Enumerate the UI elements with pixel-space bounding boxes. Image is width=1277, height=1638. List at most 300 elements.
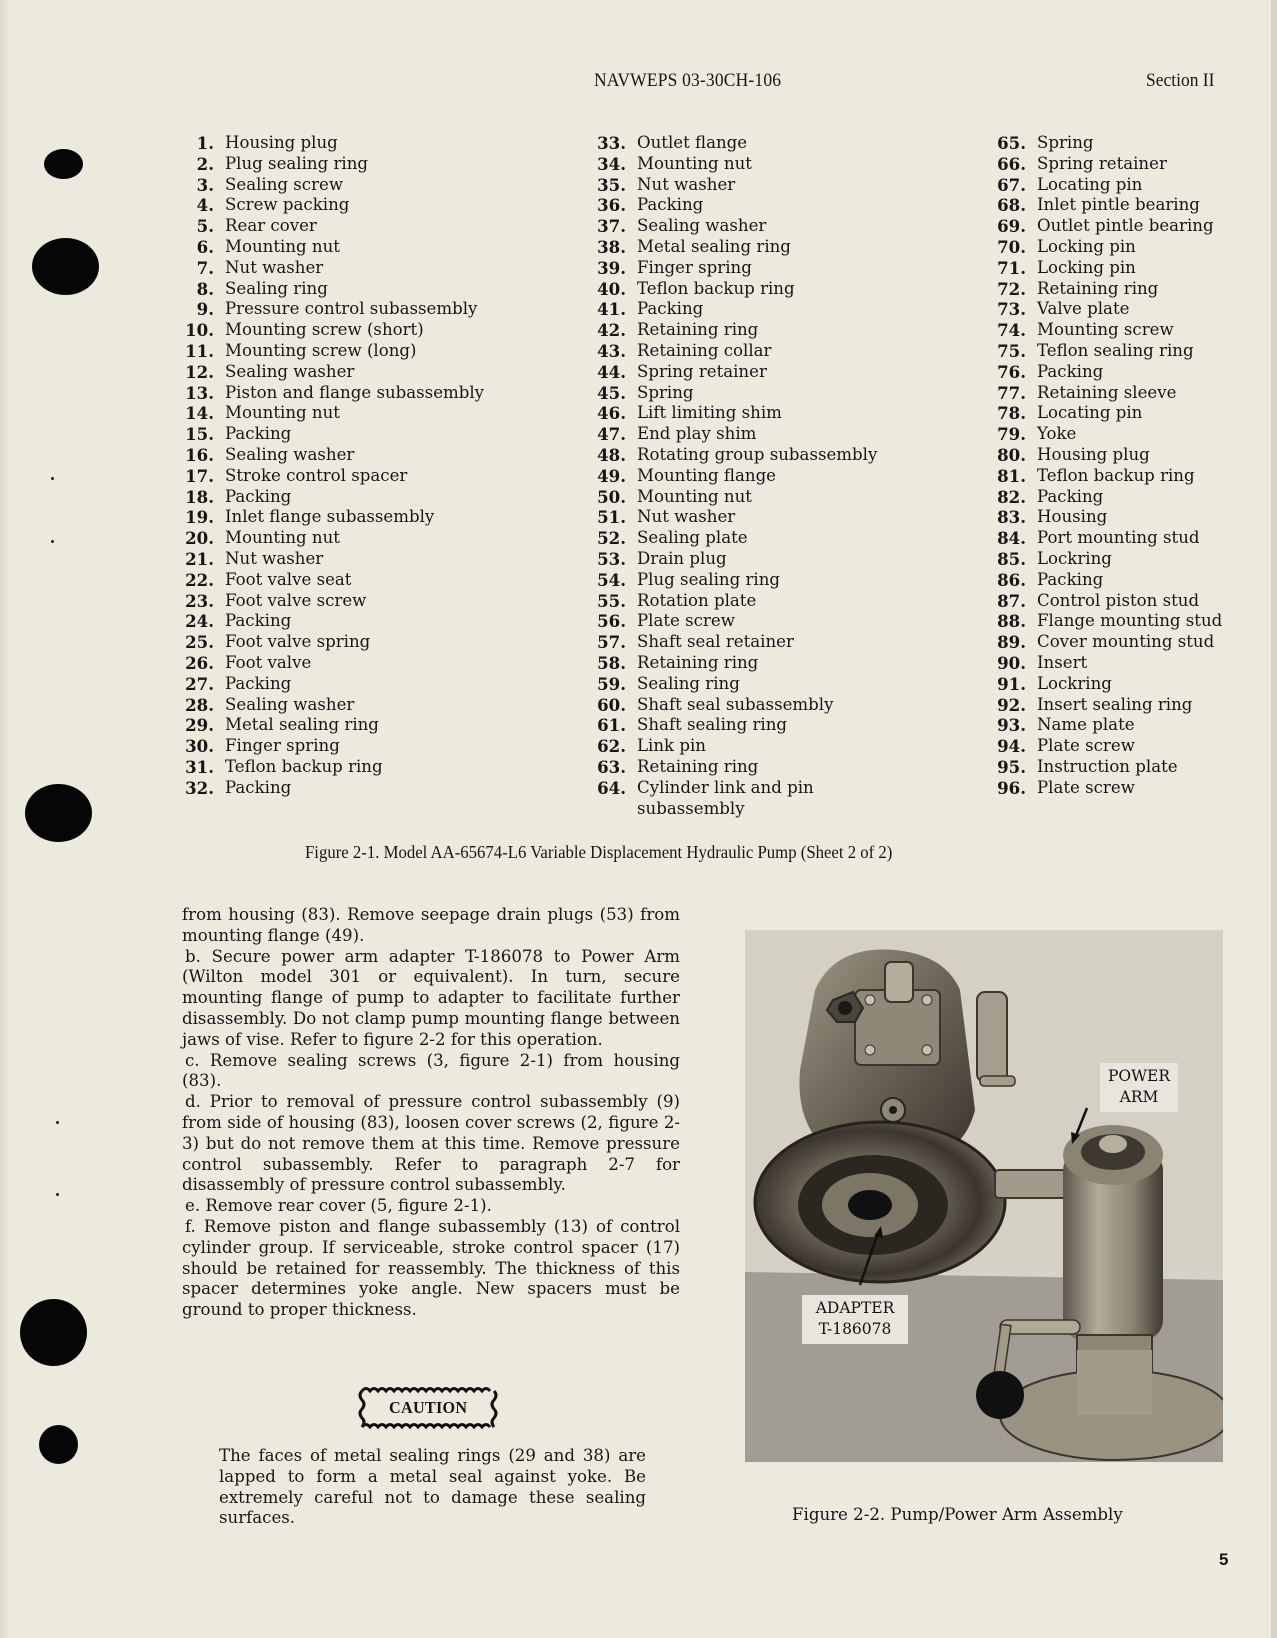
legend-item-number: 27. (185, 673, 214, 694)
legend-item-label: Cover mounting stud (1037, 632, 1215, 652)
legend-item-number: 64. (597, 777, 626, 798)
legend-item (178, 216, 484, 237)
legend-item-label: Outlet pintle bearing (1037, 216, 1214, 236)
legend-item (590, 674, 877, 695)
legend-item-label: Mounting nut (225, 528, 340, 548)
legend-item (590, 258, 877, 279)
legend-item-number: 33. (597, 133, 626, 153)
caution-label: CAUTION (388, 1398, 468, 1417)
parts-legend-column-1 (178, 133, 484, 799)
legend-item (990, 175, 1222, 196)
legend-item (178, 424, 484, 445)
legend-item-number: 74. (997, 320, 1026, 341)
legend-item-label: Locating pin (1037, 174, 1143, 194)
legend-item-label: Packing (225, 486, 292, 506)
legend-item (178, 362, 484, 383)
legend-item (590, 195, 877, 216)
step-f: f. Remove piston and flange subassembly (13) of control cylinder group. If serviceable, stroke control spacer (17) should be retained for reassembly. The thickness of this spacer determines yoke angle. New spacers must be ground to proper thickness. (182, 1216, 680, 1320)
legend-item-label: Lockring (1037, 548, 1112, 568)
legend-item-label: Link pin (637, 736, 706, 756)
legend-item-label: Spring retainer (637, 361, 767, 381)
legend-item-label: Retaining ring (637, 652, 759, 672)
legend-item-label: Locking pin (1037, 236, 1136, 256)
binder-mark-icon (56, 1121, 59, 1124)
legend-item-number: 93. (997, 715, 1026, 736)
legend-item-label: Shaft seal subassembly (637, 694, 834, 714)
legend-item-label: Housing plug (225, 133, 338, 152)
section-label: Section II (1146, 70, 1215, 91)
legend-item-number: 24. (185, 611, 214, 632)
binder-mark-icon (51, 540, 54, 543)
legend-item-number: 71. (997, 257, 1026, 278)
legend-item-label: Packing (1037, 361, 1104, 381)
callout-adapter (802, 1295, 908, 1344)
legend-item (178, 591, 484, 612)
legend-item-label: Inlet pintle bearing (1037, 195, 1200, 215)
legend-item-number: 6. (196, 236, 214, 257)
legend-item-number: 89. (997, 632, 1026, 653)
legend-item-number: 11. (185, 340, 214, 361)
legend-item (990, 715, 1222, 736)
legend-item-number: 75. (997, 340, 1026, 361)
binder-hole-icon (20, 1299, 87, 1366)
legend-item (590, 133, 877, 154)
legend-item (178, 237, 484, 258)
legend-item-number: 59. (597, 673, 626, 694)
legend-item (990, 424, 1222, 445)
legend-item-label: Teflon backup ring (637, 278, 795, 298)
legend-item-label: Sealing washer (637, 216, 767, 236)
legend-item (990, 570, 1222, 591)
legend-item (178, 570, 484, 591)
legend-item-label: Retaining sleeve (1037, 382, 1177, 402)
legend-item-label: Insert sealing ring (1037, 694, 1193, 714)
legend-item (590, 299, 877, 320)
legend-item-number: 61. (597, 715, 626, 736)
legend-item-label: Sealing ring (225, 278, 328, 298)
legend-item-label: Cylinder link and pin subassembly (637, 777, 814, 818)
legend-item-label: Shaft sealing ring (637, 715, 788, 735)
legend-item-number: 87. (997, 590, 1026, 611)
legend-item-number: 78. (997, 403, 1026, 424)
legend-item (990, 195, 1222, 216)
binder-hole-icon (32, 238, 99, 295)
legend-item (990, 445, 1222, 466)
legend-item-number: 19. (185, 507, 214, 528)
disassembly-instructions (182, 905, 680, 1321)
legend-item-label: Mounting screw (1037, 320, 1174, 340)
legend-item-label: Plate screw (1037, 736, 1135, 756)
legend-item-label: Stroke control spacer (225, 465, 408, 485)
legend-item-label: Teflon backup ring (1037, 465, 1195, 485)
page-right-edge (1271, 0, 1277, 1638)
legend-item (990, 487, 1222, 508)
legend-item (990, 341, 1222, 362)
legend-item-number: 81. (997, 465, 1026, 486)
legend-item (590, 549, 877, 570)
legend-item (590, 736, 877, 757)
legend-item-number: 40. (597, 278, 626, 299)
caution-text: The faces of metal sealing rings (29 and 38) are lapped to form a metal seal against yoke. Be extremely careful not to damage these sealing surfaces. (219, 1446, 646, 1528)
legend-item (178, 341, 484, 362)
legend-item-label: Locking pin (1037, 257, 1136, 277)
legend-item-number: 90. (997, 652, 1026, 673)
legend-item (590, 528, 877, 549)
legend-item-number: 65. (997, 133, 1026, 153)
binder-hole-icon (44, 149, 83, 179)
legend-item-label: End play shim (637, 424, 757, 444)
legend-item (178, 528, 484, 549)
legend-item (590, 362, 877, 383)
legend-item (990, 736, 1222, 757)
legend-item-label: Foot valve screw (225, 590, 367, 610)
legend-item-number: 85. (997, 548, 1026, 569)
legend-item (590, 466, 877, 487)
legend-item-label: Flange mounting stud (1037, 611, 1223, 631)
legend-item-label: Nut washer (225, 257, 324, 277)
legend-item-number: 26. (185, 652, 214, 673)
legend-item-label: Plate screw (637, 611, 735, 631)
legend-item-number: 60. (597, 694, 626, 715)
legend-item-number: 30. (185, 736, 214, 757)
legend-item (178, 778, 484, 799)
legend-item-label: Spring (1037, 133, 1094, 152)
legend-item (178, 320, 484, 341)
legend-item-number: 21. (185, 548, 214, 569)
legend-item-number: 77. (997, 382, 1026, 403)
legend-item-label: Sealing washer (225, 694, 355, 714)
pump-assembly-illustration (745, 930, 1223, 1462)
legend-item-number: 52. (597, 528, 626, 549)
legend-item-label: Control piston stud (1037, 590, 1200, 610)
legend-item-number: 67. (997, 174, 1026, 195)
legend-item-number: 49. (597, 465, 626, 486)
legend-item-label: Retaining ring (637, 320, 759, 340)
legend-item-label: Inlet flange subassembly (225, 507, 435, 527)
legend-item-label: Spring (637, 382, 694, 402)
legend-item (990, 507, 1222, 528)
legend-item-number: 48. (597, 444, 626, 465)
legend-item-number: 41. (597, 299, 626, 320)
step-b: b. Secure power arm adapter T-186078 to Power Arm (Wilton model 301 or equivalent). In turn, secure mounting flange of pump to adapter to facilitate further disassembly. Do not clamp pump mounting flange between jaws of vise. Refer to figure 2-2 for this operation. (182, 946, 680, 1049)
legend-item-label: Housing (1037, 507, 1108, 527)
legend-item (178, 487, 484, 508)
legend-item-number: 42. (597, 320, 626, 341)
legend-item-label: Mounting nut (637, 153, 752, 173)
legend-item (590, 383, 877, 404)
legend-item (590, 445, 877, 466)
legend-item-label: Teflon sealing ring (1037, 340, 1194, 360)
legend-item (990, 299, 1222, 320)
legend-item-number: 17. (185, 465, 214, 486)
legend-item-number: 57. (597, 632, 626, 653)
legend-item-number: 66. (997, 153, 1026, 174)
legend-item-label: Retaining ring (1037, 278, 1159, 298)
legend-item-label: Nut washer (637, 507, 736, 527)
callout-adapter-part-number: T-186078 (818, 1320, 892, 1338)
legend-item (990, 133, 1222, 154)
legend-item-number: 91. (997, 673, 1026, 694)
legend-item (178, 258, 484, 279)
callout-power-arm: POWER ARM (1100, 1063, 1178, 1112)
legend-item-number: 35. (597, 174, 626, 195)
binder-mark-icon (56, 1193, 59, 1196)
legend-item (178, 695, 484, 716)
legend-item (178, 403, 484, 424)
legend-item-label: Packing (225, 777, 292, 797)
legend-item-label: Packing (1037, 486, 1104, 506)
legend-item-number: 29. (185, 715, 214, 736)
legend-item-number: 10. (185, 320, 214, 341)
legend-item-label: Retaining ring (637, 756, 759, 776)
parts-legend-column-3 (990, 133, 1222, 799)
legend-item (590, 778, 877, 820)
legend-item-number: 39. (597, 257, 626, 278)
legend-item (990, 528, 1222, 549)
legend-item-label: Valve plate (1037, 299, 1130, 319)
legend-item-number: 51. (597, 507, 626, 528)
legend-item (990, 403, 1222, 424)
legend-item (990, 632, 1222, 653)
legend-item-number: 37. (597, 216, 626, 237)
page-number: 5 (1219, 1550, 1229, 1569)
legend-item-number: 14. (185, 403, 214, 424)
legend-item-number: 86. (997, 569, 1026, 590)
legend-item-label: Plate screw (1037, 777, 1135, 797)
legend-item-number: 44. (597, 361, 626, 382)
legend-item (178, 466, 484, 487)
legend-item-label: Packing (1037, 569, 1104, 589)
legend-item (178, 154, 484, 175)
legend-item (990, 237, 1222, 258)
legend-item-label: Shaft seal retainer (637, 632, 794, 652)
legend-item (590, 237, 877, 258)
legend-item-number: 28. (185, 694, 214, 715)
legend-item (178, 445, 484, 466)
legend-item (990, 757, 1222, 778)
document-number: NAVWEPS 03-30CH-106 (594, 70, 782, 91)
legend-item-label: Sealing plate (637, 528, 748, 548)
legend-item (590, 695, 877, 716)
legend-item (178, 715, 484, 736)
binder-hole-icon (25, 784, 92, 842)
legend-item (178, 757, 484, 778)
legend-item (990, 695, 1222, 716)
legend-item (590, 611, 877, 632)
legend-item-number: 7. (196, 257, 214, 278)
legend-item-number: 94. (997, 736, 1026, 757)
legend-item-number: 47. (597, 424, 626, 445)
binder-hole-icon (39, 1425, 78, 1464)
parts-legend-column-2 (590, 133, 877, 819)
legend-item-label: Rotation plate (637, 590, 757, 610)
legend-item-label: Spring retainer (1037, 153, 1167, 173)
legend-item (178, 549, 484, 570)
legend-item-label: Name plate (1037, 715, 1135, 735)
legend-item-label: Port mounting stud (1037, 528, 1200, 548)
legend-item-label: Mounting screw (long) (225, 340, 417, 360)
legend-item-number: 15. (185, 424, 214, 445)
legend-item-label: Foot valve spring (225, 632, 371, 652)
legend-item-number: 56. (597, 611, 626, 632)
legend-item-label: Drain plug (637, 548, 727, 568)
legend-item (178, 133, 484, 154)
legend-item-label: Teflon backup ring (225, 756, 383, 776)
legend-item-label: Nut washer (637, 174, 736, 194)
legend-item (990, 466, 1222, 487)
legend-item-label: Packing (225, 673, 292, 693)
legend-item-number: 95. (997, 756, 1026, 777)
legend-item-number: 58. (597, 652, 626, 673)
legend-item-number: 12. (185, 361, 214, 382)
legend-item-number: 55. (597, 590, 626, 611)
legend-item (990, 362, 1222, 383)
legend-item-label: Rotating group subassembly (637, 444, 878, 464)
figure-2-1-caption: Figure 2-1. Model AA-65674-L6 Variable Displacement Hydraulic Pump (Sheet 2 of 2) (305, 842, 893, 862)
legend-item-number: 8. (196, 278, 214, 299)
legend-item-number: 70. (997, 236, 1026, 257)
legend-item-number: 79. (997, 424, 1026, 445)
legend-item (590, 487, 877, 508)
legend-item-number: 96. (997, 777, 1026, 798)
legend-item (178, 736, 484, 757)
legend-item (990, 778, 1222, 799)
legend-item (590, 591, 877, 612)
legend-item-label: Packing (225, 611, 292, 631)
legend-item-number: 2. (196, 153, 214, 174)
legend-item-number: 4. (196, 195, 214, 216)
legend-item-number: 76. (997, 361, 1026, 382)
legend-item (990, 549, 1222, 570)
legend-item (590, 424, 877, 445)
legend-item (590, 320, 877, 341)
legend-item-number: 80. (997, 444, 1026, 465)
legend-item-number: 5. (196, 216, 214, 237)
legend-item-number: 22. (185, 569, 214, 590)
legend-item-number: 31. (185, 756, 214, 777)
legend-item-label: Sealing ring (637, 673, 740, 693)
legend-item-label: Insert (1037, 652, 1088, 672)
legend-item-label: Sealing washer (225, 361, 355, 381)
legend-item-label: Packing (225, 424, 292, 444)
legend-item (590, 715, 877, 736)
page-edge-shadow (0, 0, 10, 1638)
step-d: d. Prior to removal of pressure control subassembly (9) from side of housing (83), loosen cover screws (2, figure 2-3) but do not remove them at this time. Remove pressure control subassembly. Refer to paragraph 2-7 for disassembly of pressure control subassembly. (182, 1092, 680, 1195)
legend-item (178, 507, 484, 528)
legend-item-number: 38. (597, 236, 626, 257)
legend-item-number: 53. (597, 548, 626, 569)
legend-item-number: 50. (597, 486, 626, 507)
legend-item-label: Metal sealing ring (637, 236, 791, 256)
legend-item (990, 383, 1222, 404)
paragraph-continuation: from housing (83). Remove seepage drain plugs (53) from mounting flange (49). (182, 905, 680, 945)
legend-item (178, 299, 484, 320)
step-e: e. Remove rear cover (5, figure 2-1). (185, 1196, 492, 1216)
legend-item (590, 154, 877, 175)
legend-item (178, 611, 484, 632)
legend-item-number: 73. (997, 299, 1026, 320)
legend-item-label: Lockring (1037, 673, 1112, 693)
legend-item-label: Mounting nut (225, 236, 340, 256)
legend-item-label: Lift limiting shim (637, 403, 782, 423)
caution-badge (356, 1383, 500, 1433)
legend-item-label: Mounting nut (225, 403, 340, 423)
legend-item-number: 9. (196, 299, 214, 320)
legend-item-label: Instruction plate (1037, 756, 1178, 776)
legend-item-label: Yoke (1037, 424, 1077, 444)
legend-item (590, 570, 877, 591)
legend-item (590, 175, 877, 196)
legend-item-number: 62. (597, 736, 626, 757)
legend-item (178, 383, 484, 404)
legend-item-label: Mounting screw (short) (225, 320, 424, 340)
callout-adapter-name: ADAPTER (815, 1299, 895, 1317)
figure-2-2-caption: Figure 2-2. Pump/Power Arm Assembly (792, 1505, 1123, 1524)
legend-item-label: Retaining collar (637, 340, 772, 360)
legend-item-label: Screw packing (225, 195, 350, 215)
legend-item-label: Pressure control subassembly (225, 299, 478, 319)
legend-item (990, 258, 1222, 279)
legend-item (990, 154, 1222, 175)
legend-item-number: 36. (597, 195, 626, 216)
legend-item-label: Finger spring (637, 257, 752, 277)
legend-item-number: 69. (997, 216, 1026, 237)
binder-mark-icon (51, 477, 54, 480)
legend-item (590, 279, 877, 300)
legend-item (178, 279, 484, 300)
legend-item-label: Piston and flange subassembly (225, 382, 485, 402)
legend-item-label: Finger spring (225, 736, 340, 756)
legend-item-number: 13. (185, 382, 214, 403)
legend-item-number: 20. (185, 528, 214, 549)
legend-item (590, 216, 877, 237)
legend-item-label: Mounting nut (637, 486, 752, 506)
legend-item-number: 46. (597, 403, 626, 424)
legend-item-label: Housing plug (1037, 444, 1150, 464)
legend-item (590, 757, 877, 778)
legend-item (990, 320, 1222, 341)
legend-item-label: Packing (637, 195, 704, 215)
legend-item-label: Plug sealing ring (225, 153, 369, 173)
legend-item-number: 88. (997, 611, 1026, 632)
legend-item-number: 25. (185, 632, 214, 653)
legend-item-number: 16. (185, 444, 214, 465)
legend-item (990, 591, 1222, 612)
legend-item (590, 653, 877, 674)
legend-item (590, 403, 877, 424)
legend-item (990, 216, 1222, 237)
legend-item-number: 45. (597, 382, 626, 403)
legend-item (590, 507, 877, 528)
legend-item-number: 72. (997, 278, 1026, 299)
legend-item-number: 92. (997, 694, 1026, 715)
legend-item-number: 68. (997, 195, 1026, 216)
legend-item (590, 341, 877, 362)
legend-item-number: 83. (997, 507, 1026, 528)
legend-item-number: 32. (185, 777, 214, 798)
legend-item-number: 1. (196, 133, 214, 153)
legend-item (178, 653, 484, 674)
legend-item-number: 63. (597, 756, 626, 777)
legend-item-number: 34. (597, 153, 626, 174)
legend-item-label: Metal sealing ring (225, 715, 379, 735)
legend-item (990, 611, 1222, 632)
legend-item-label: Nut washer (225, 548, 324, 568)
legend-item-label: Foot valve (225, 652, 312, 672)
legend-item-number: 43. (597, 340, 626, 361)
legend-item-label: Sealing screw (225, 174, 344, 194)
legend-item-label: Plug sealing ring (637, 569, 781, 589)
